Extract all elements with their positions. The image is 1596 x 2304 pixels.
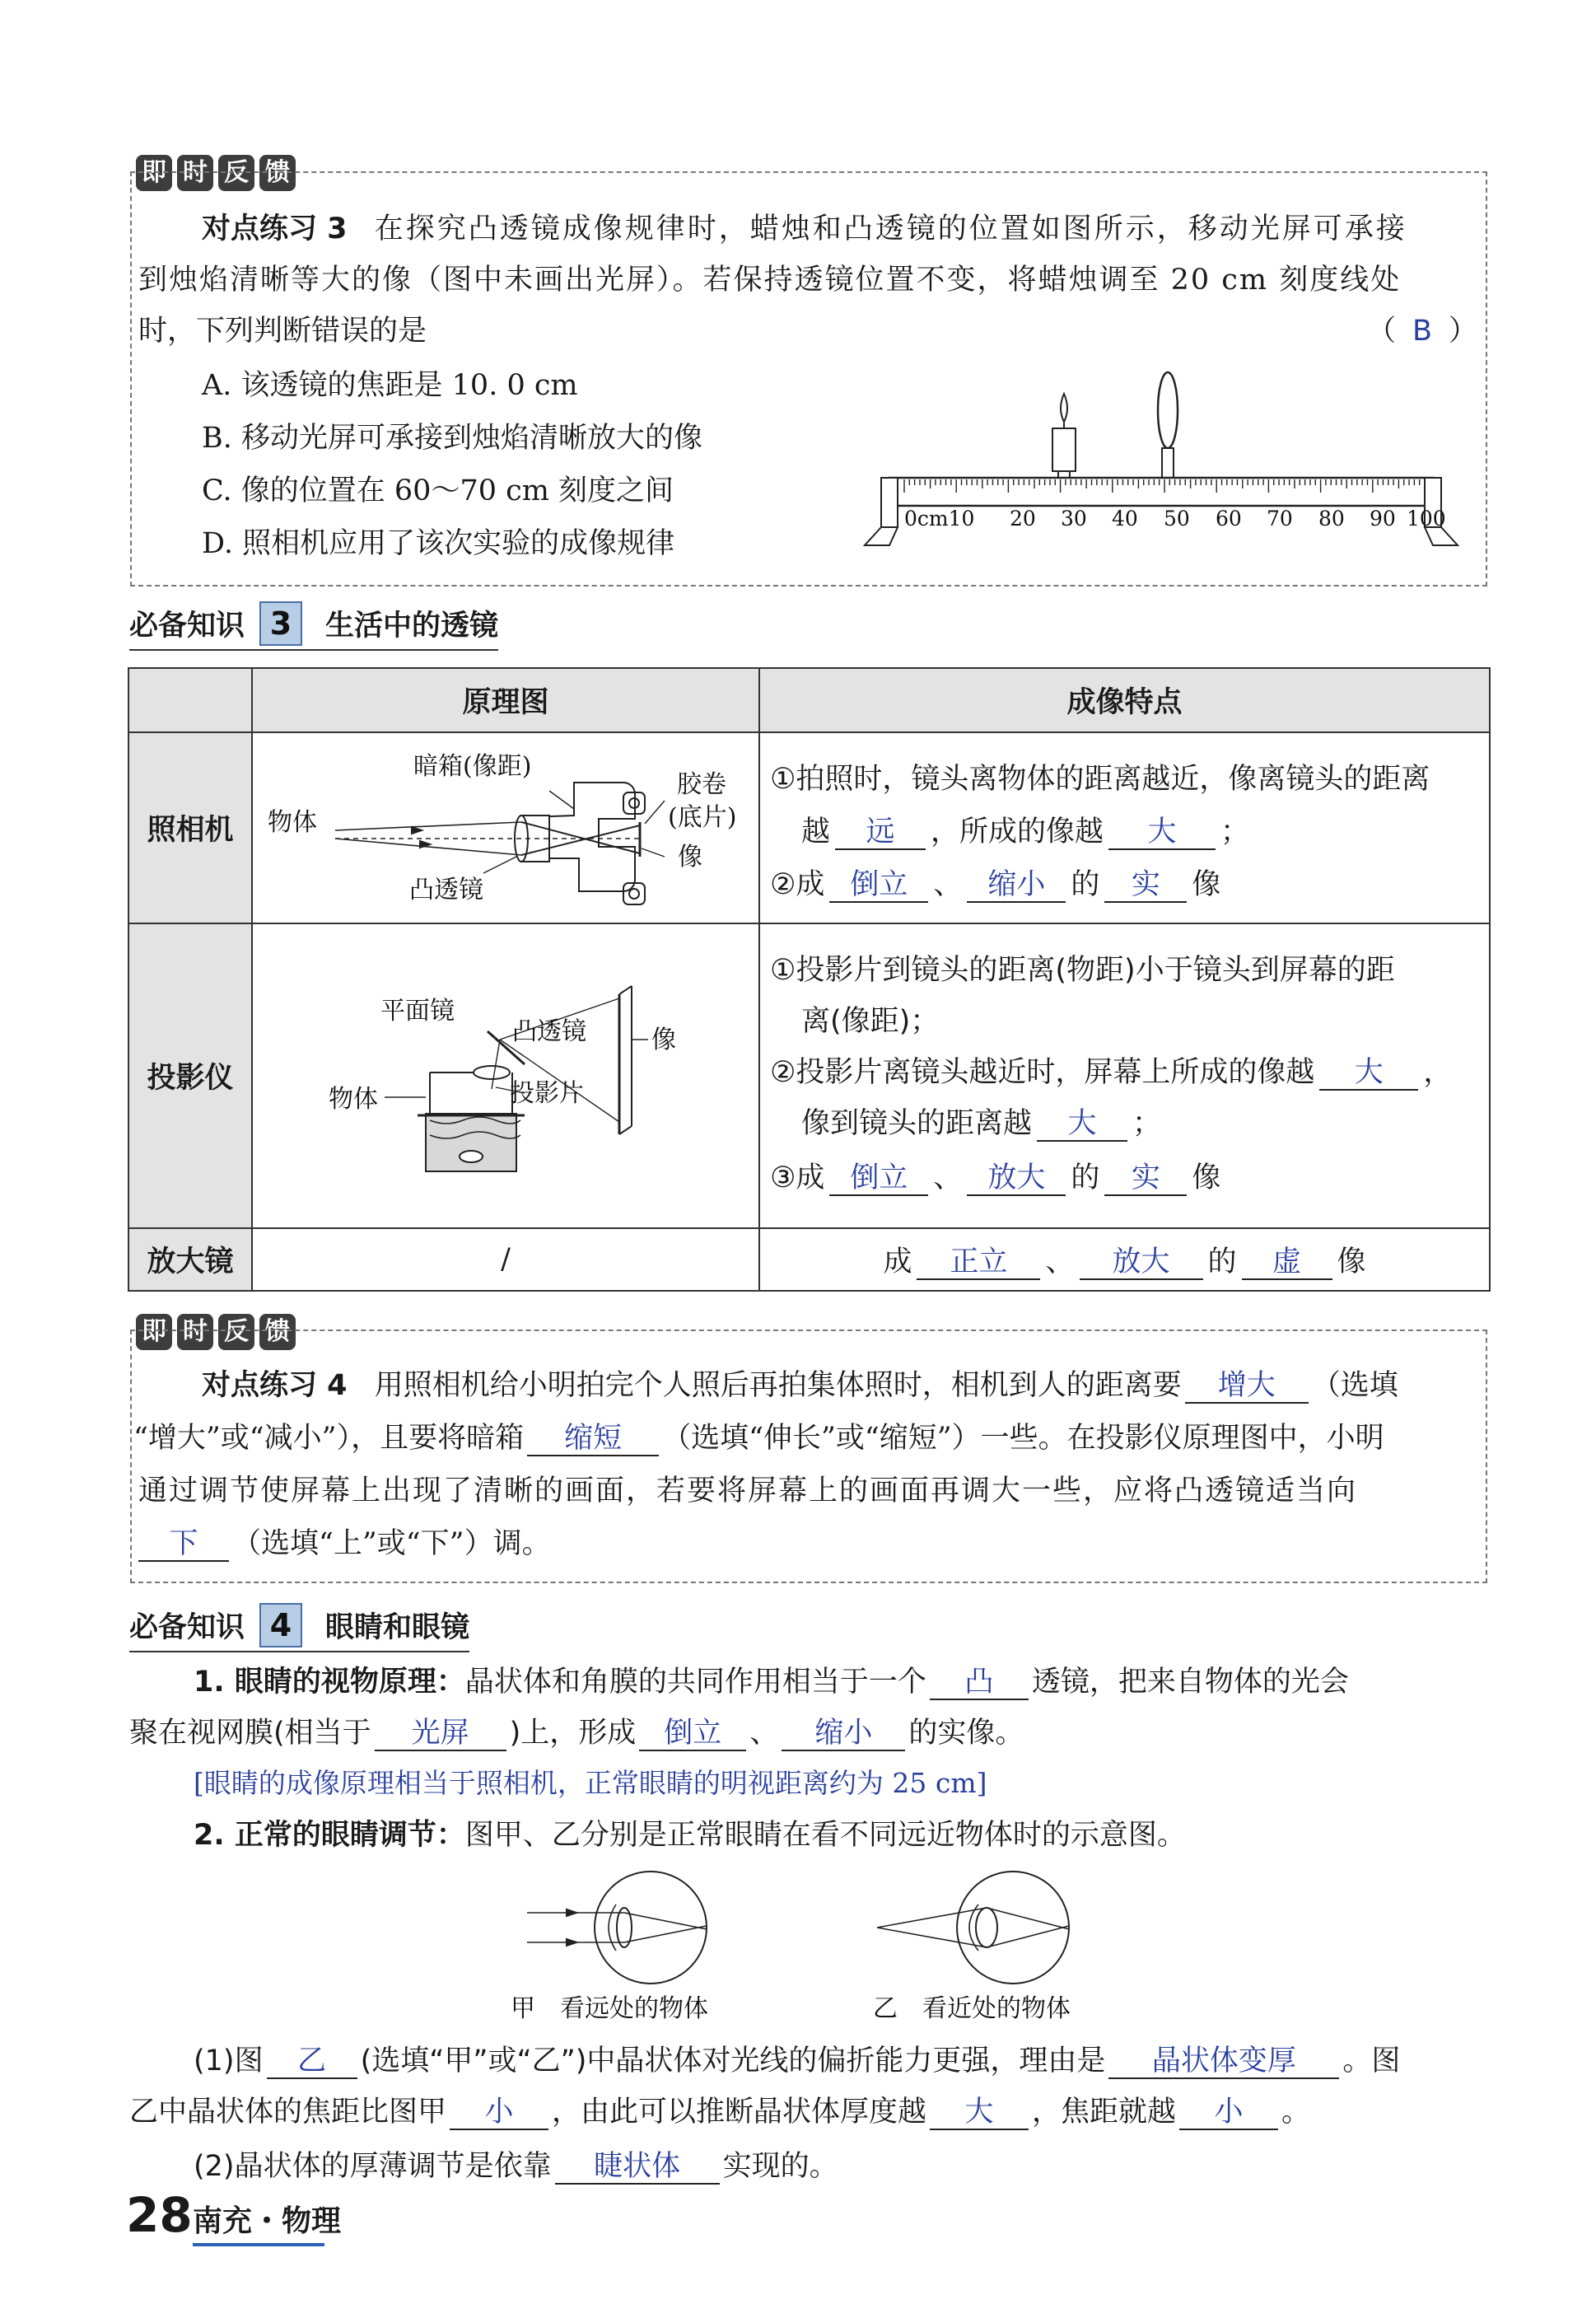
projector-diagram-cell bbox=[252, 923, 759, 1228]
page-number: 28 bbox=[126, 2187, 193, 2243]
diagram-label: 胶卷 bbox=[677, 770, 726, 799]
magnifier-diagram-cell: / bbox=[252, 1228, 759, 1291]
option-d: D. 照相机应用了该次实验的成像规律 bbox=[202, 527, 675, 560]
eye-question-1-line-2: 乙中晶状体的焦距比图甲 小 ，由此可以推断晶状体厚度越 大 ，焦距就越 小 。 bbox=[129, 2094, 1310, 2132]
eye-near-diagram bbox=[877, 1872, 1069, 1984]
badge-char: 反 bbox=[218, 155, 254, 191]
ruler-label: 60 bbox=[1216, 507, 1242, 530]
fill-blank: 倒立 bbox=[829, 868, 928, 903]
exercise-3-label: 对点练习 3 bbox=[202, 213, 348, 245]
eye-caption-near: 乙 看近处的物体 bbox=[873, 1994, 1071, 2023]
diagram-label: (底片) bbox=[668, 803, 737, 832]
fill-blank: 大 bbox=[1108, 816, 1216, 850]
ruler-label: 20 bbox=[1010, 507, 1036, 530]
ruler-labels bbox=[904, 507, 1446, 530]
fill-blank: 凸 bbox=[930, 1666, 1029, 1700]
exercise-4-label: 对点练习 4 bbox=[202, 1369, 348, 1402]
fill-blank: 虚 bbox=[1242, 1245, 1332, 1280]
fill-blank: 增大 bbox=[1185, 1369, 1309, 1404]
diagram-label: 凸透镜 bbox=[512, 1017, 586, 1046]
fill-blank: 大 bbox=[930, 2096, 1029, 2130]
diagram-label: 凸透镜 bbox=[409, 876, 483, 904]
projector-features-cell: ①投影片到镜头的距离(物距)小于镜头到屏幕的距 离(像距)； ②投影片离镜头越近时，屏幕上所成的像越 大 ， 像到镜头的距离越 大 ； ③成 倒立 、 放大 的 实 像 bbox=[759, 923, 1490, 1228]
section-number: 4 bbox=[259, 1603, 302, 1647]
exercise-3-line-2: 到烛焰清晰等大的像（图中未画出光屏）。若保持透镜位置不变，将蜡烛调至 20 cm 刻度线处 bbox=[138, 264, 1402, 297]
optical-bench-diagram bbox=[848, 362, 1482, 568]
fill-blank: 缩小 bbox=[782, 1717, 905, 1751]
row-header-projector: 投影仪 bbox=[128, 923, 252, 1228]
table-row bbox=[128, 1228, 1490, 1291]
eye-adjust-line: 2. 正常的眼睛调节：图甲、乙分别是正常眼睛在看不同远近物体时的示意图。 bbox=[194, 1819, 1186, 1852]
fill-blank: 倒立 bbox=[829, 1161, 928, 1196]
diagram-label: 平面镜 bbox=[380, 997, 455, 1026]
option-b: B. 移动光屏可承接到烛焰清晰放大的像 bbox=[202, 422, 702, 455]
exercise-4-line-4: 下 （选填“上”或“下”）调。 bbox=[138, 1526, 551, 1563]
eye-note: [眼睛的成像原理相当于照相机，正常眼睛的明视距离约为 25 cm] bbox=[194, 1767, 987, 1799]
eye-diagrams bbox=[511, 1870, 1120, 2026]
exercise-3-line-1: 对点练习 3 在探究凸透镜成像规律时，蜡烛和凸透镜的位置如图所示，移动光屏可承接 bbox=[202, 213, 1407, 245]
column-header: 成像特点 bbox=[759, 668, 1490, 732]
section-title: 生活中的透镜 bbox=[325, 610, 499, 643]
lens-applications-table bbox=[128, 667, 1491, 1292]
fill-blank: 睫状体 bbox=[555, 2150, 720, 2185]
eye-far-diagram bbox=[527, 1872, 707, 1984]
diagram-label: 暗箱(像距) bbox=[413, 752, 532, 781]
fill-blank: 正立 bbox=[917, 1245, 1040, 1280]
fill-blank: 小 bbox=[450, 2096, 548, 2130]
section-number: 3 bbox=[259, 601, 302, 646]
diagram-label: 物体 bbox=[268, 808, 317, 837]
fill-blank: 光屏 bbox=[375, 1717, 506, 1751]
fill-blank: 实 bbox=[1104, 868, 1187, 903]
column-header: 原理图 bbox=[252, 668, 759, 732]
fill-blank: 大 bbox=[1319, 1056, 1418, 1091]
fill-blank: 缩小 bbox=[967, 868, 1066, 903]
exercise-4-line-1: 对点练习 4 用照相机给小明拍完个人照后再拍集体照时，相机到人的距离要 增大 （选填 bbox=[202, 1367, 1398, 1405]
badge-char: 时 bbox=[177, 155, 213, 191]
badge-char: 馈 bbox=[259, 155, 296, 191]
badge-char: 即 bbox=[136, 1314, 172, 1350]
section-3-header: 必备知识 3 生活中的透镜 bbox=[129, 601, 498, 651]
section-4-header: 必备知识 4 眼睛和眼镜 bbox=[129, 1603, 469, 1652]
fill-blank: 放大 bbox=[1080, 1245, 1203, 1280]
badge-char: 反 bbox=[218, 1314, 254, 1350]
fill-blank: 缩短 bbox=[527, 1422, 659, 1456]
eye-principle-line-1: 1. 眼睛的视物原理：晶状体和角膜的共同作用相当于一个 凸 透镜，把来自物体的光会 bbox=[194, 1664, 1349, 1702]
camera-diagram bbox=[253, 733, 757, 924]
exercise-3-answer: （ B ） bbox=[1367, 315, 1478, 348]
eye-caption-far: 甲 看远处的物体 bbox=[511, 1994, 708, 2023]
row-header-camera: 照相机 bbox=[128, 732, 252, 923]
eye-principle-line-2: 聚在视网膜(相当于 光屏 )上，形成 倒立 、 缩小 的实像。 bbox=[129, 1715, 1024, 1753]
footer-underline bbox=[193, 2243, 324, 2246]
option-a: A. 该透镜的焦距是 10. 0 cm bbox=[202, 369, 578, 402]
ruler-label: 100 bbox=[1407, 507, 1446, 530]
fill-blank: 大 bbox=[1037, 1107, 1127, 1142]
diagram-label: 像 bbox=[651, 1026, 676, 1054]
ruler-label: 30 bbox=[1061, 507, 1087, 530]
eye-question-2: (2)晶状体的厚薄调节是依靠 睫状体 实现的。 bbox=[194, 2148, 838, 2186]
table-header-row bbox=[128, 668, 1490, 732]
exercise-4-line-3: 通过调节使屏幕上出现了清晰的画面，若要将屏幕上的画面再调大一些，应将凸透镜适当向 bbox=[138, 1474, 1358, 1507]
eye-question-1-line-1: (1)图 乙 (选填“甲”或“乙”)中晶状体对光线的偏折能力更强，理由是 晶状体变厚 。图 bbox=[194, 2043, 1400, 2081]
option-c: C. 像的位置在 60～70 cm 刻度之间 bbox=[202, 474, 674, 507]
fill-blank: 晶状体变厚 bbox=[1108, 2045, 1339, 2079]
camera-features-cell: ①拍照时，镜头离物体的距离越近，像离镜头的距离 越 远 ，所成的像越 大 ； ②成 倒立 、 缩小 的 实 像 bbox=[759, 732, 1490, 923]
ruler-label: 90 bbox=[1370, 507, 1396, 530]
diagram-label: 像 bbox=[678, 843, 702, 872]
section-title: 眼睛和眼镜 bbox=[325, 1611, 470, 1644]
badge-char: 即 bbox=[136, 155, 172, 191]
camera-diagram-cell bbox=[252, 732, 759, 923]
fill-blank: 倒立 bbox=[639, 1717, 746, 1751]
exercise-3-line-3: 时，下列判断错误的是 bbox=[138, 315, 427, 348]
row-header-magnifier: 放大镜 bbox=[128, 1228, 252, 1291]
footer-title: 南充・物理 bbox=[193, 2198, 341, 2246]
fill-blank: 实 bbox=[1104, 1161, 1187, 1196]
ruler-label: 40 bbox=[1112, 507, 1138, 530]
ruler-label: 0cm10 bbox=[904, 507, 975, 530]
fill-blank: 远 bbox=[835, 816, 926, 850]
diagram-label: 投影片 bbox=[510, 1079, 584, 1108]
fill-blank: 乙 bbox=[267, 2045, 357, 2079]
fill-blank: 放大 bbox=[967, 1161, 1066, 1196]
ruler-label: 80 bbox=[1318, 507, 1345, 530]
table-row bbox=[128, 732, 1490, 923]
exercise-4-line-2: “增大”或“减小”），且要将暗箱 缩短 （选填“伸长”或“缩短”）一些。在投影仪原理图中，小明 bbox=[133, 1420, 1384, 1458]
diagram-label: 物体 bbox=[329, 1085, 378, 1114]
projector-diagram bbox=[253, 924, 757, 1229]
table-row bbox=[128, 923, 1490, 1228]
fill-blank: 下 bbox=[138, 1527, 229, 1562]
magnifier-features-cell: 成 正立 、 放大 的 虚 像 bbox=[759, 1228, 1490, 1291]
ruler-label: 50 bbox=[1164, 507, 1190, 530]
fill-blank: 小 bbox=[1179, 2096, 1278, 2130]
ruler-label: 70 bbox=[1267, 507, 1293, 530]
badge-char: 馈 bbox=[259, 1314, 296, 1350]
badge-char: 时 bbox=[177, 1314, 213, 1350]
